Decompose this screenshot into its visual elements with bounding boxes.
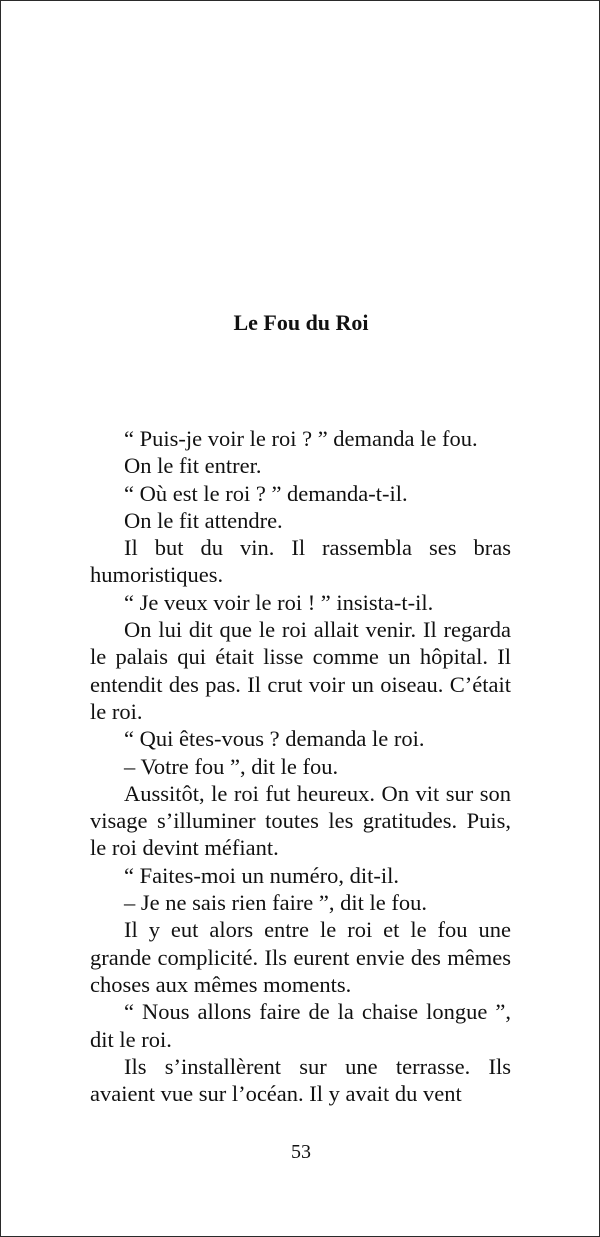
paragraph: On le fit entrer.: [124, 453, 262, 479]
paragraph: “ Je veux voir le roi ! ” insista-t-il.: [124, 589, 434, 615]
body-text: [90, 425, 511, 1107]
paragraph: “ Puis-je voir le roi ? ” demanda le fou.: [124, 426, 478, 451]
paragraph: On lui dit que le roi allait venir. Il regarda le palais qui était lisse comme un hôpital. Il entendit des pas. Il crut voir un oiseau. C’était le roi.: [90, 617, 511, 724]
paragraph: Ils s’installèrent sur une terrasse. Ils avaient vue sur l’océan. Il y avait du vent: [90, 1053, 511, 1107]
paragraph: On le fit attendre.: [124, 507, 283, 533]
paragraph: – Je ne sais rien faire ”, dit le fou.: [124, 890, 428, 916]
paragraph: Aussitôt, le roi fut heureux. On vit sur son visage s’illuminer toutes les gratitudes. Puis, le roi devint méfiant.: [90, 780, 511, 861]
paragraph: “ Qui êtes-vous ? demanda le roi.: [124, 726, 425, 752]
paragraph: Il y eut alors entre le roi et le fou une grande complicité. Ils eurent envie des mêmes choses aux mêmes moments.: [90, 917, 511, 997]
chapter-title: Le Fou du Roi: [233, 310, 369, 335]
paragraph: “ Faites-moi un numéro, dit-il.: [124, 862, 399, 888]
paragraph: “ Nous allons faire de la chaise longue ”, dit le roi.: [90, 999, 511, 1052]
paragraph: “ Où est le roi ? ” demanda-t-il.: [124, 480, 408, 506]
paragraph: Il but du vin. Il rassembla ses bras humoristiques.: [90, 535, 511, 588]
paragraph: – Votre fou ”, dit le fou.: [124, 753, 339, 779]
page-number: 53: [291, 1141, 311, 1163]
